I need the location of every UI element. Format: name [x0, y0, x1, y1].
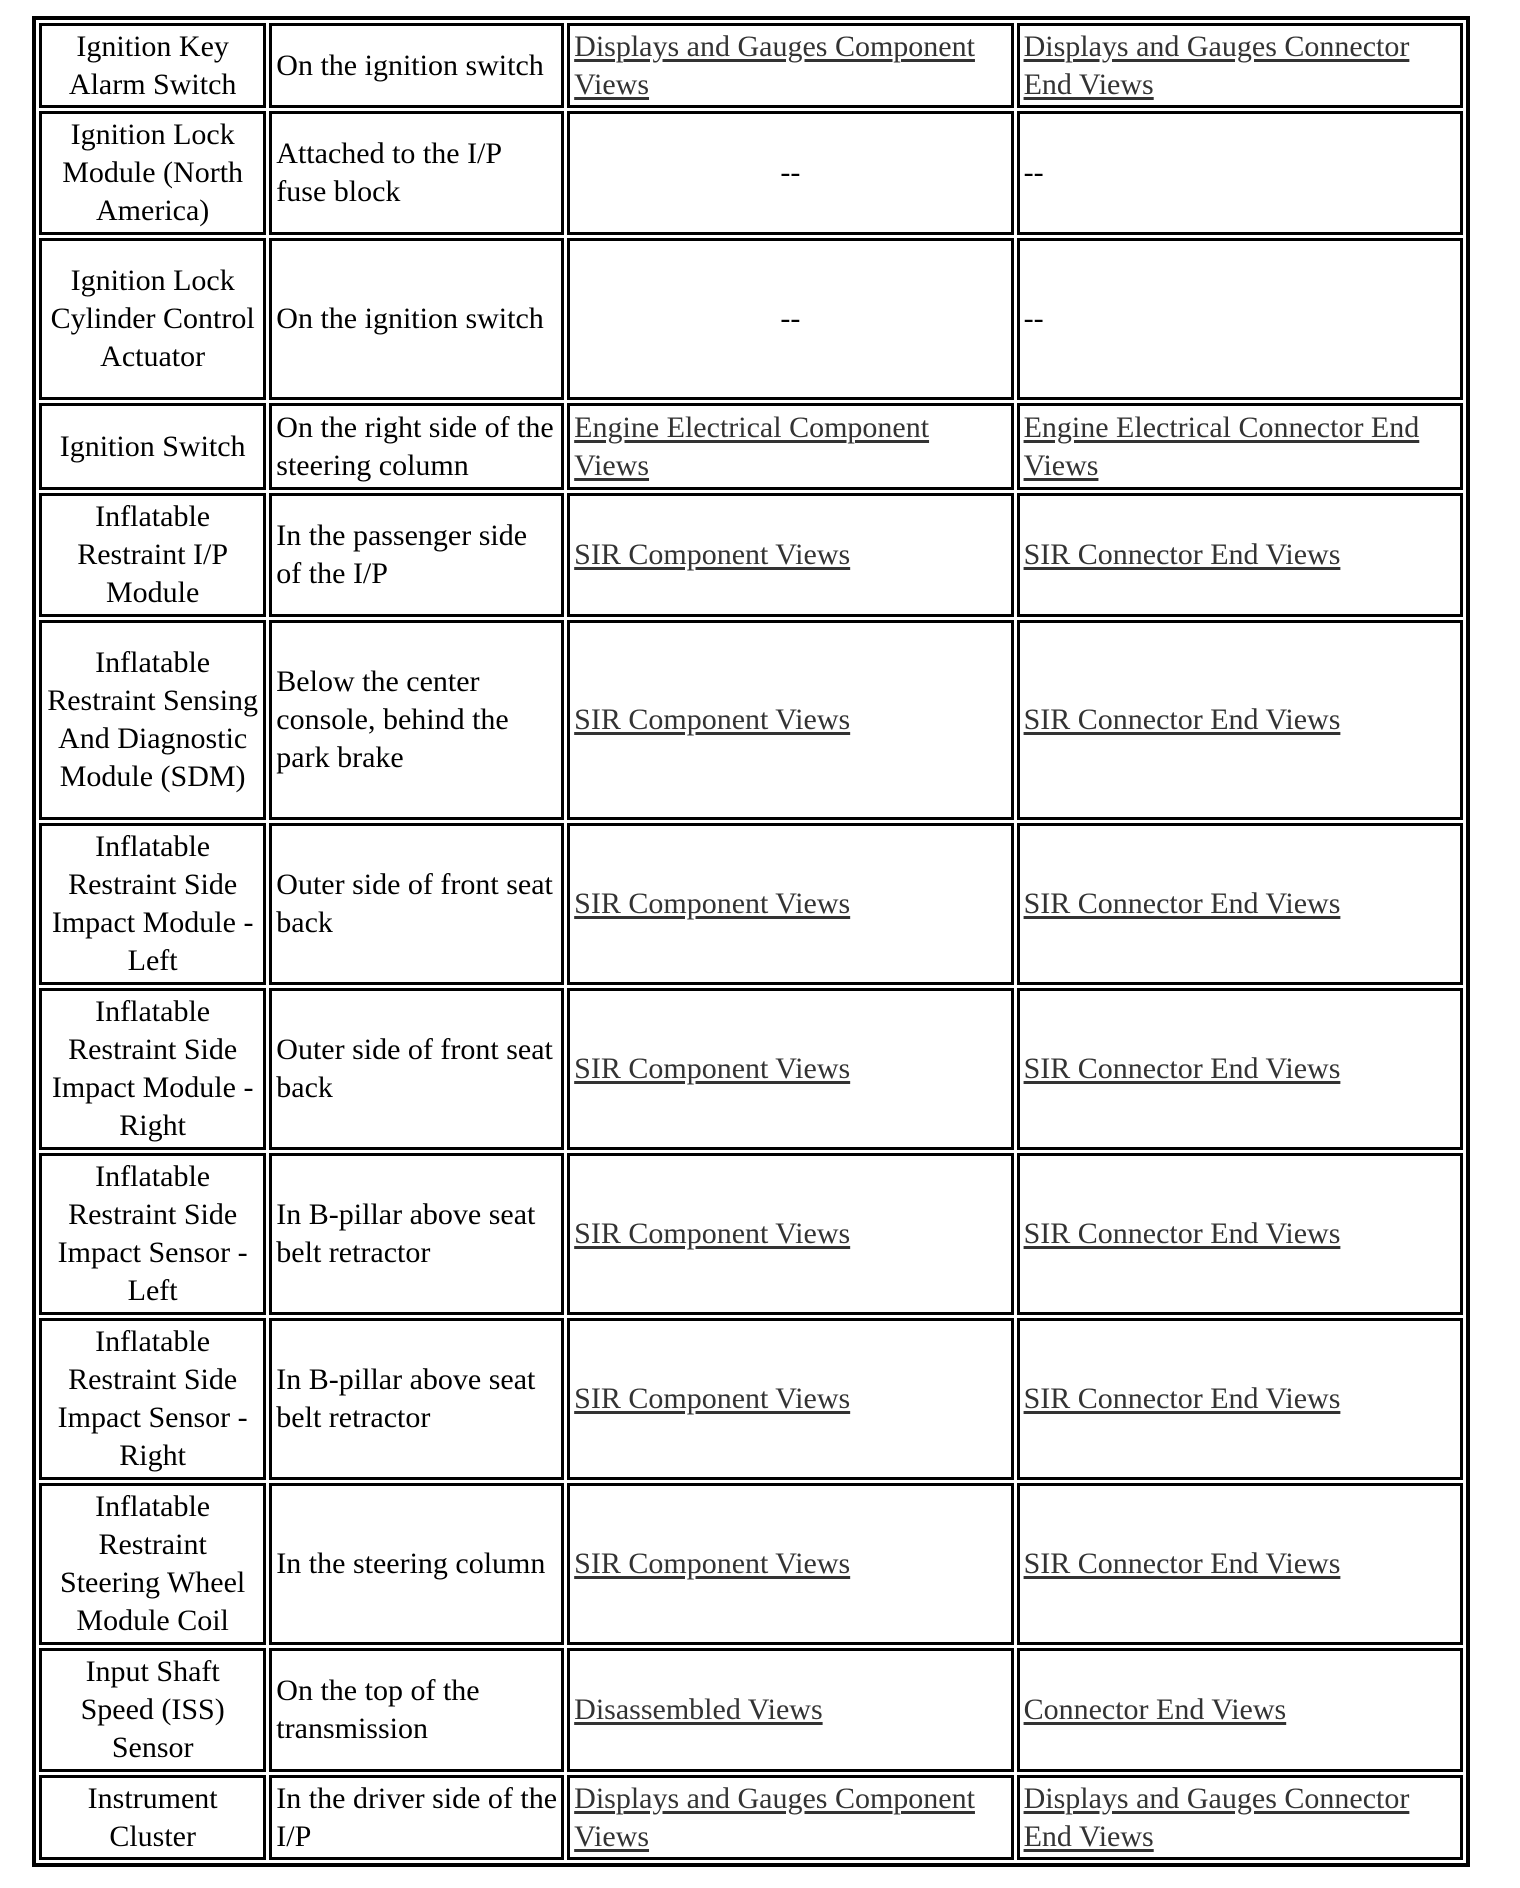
location-cell [269, 1153, 564, 1315]
component-view-link[interactable]: SIR Component Views [574, 887, 851, 920]
component-name: Inflatable Restraint Side Impact Sensor - Right [57, 1325, 248, 1472]
connector-view-cell [1017, 620, 1463, 820]
component-location: In B-pillar above seat belt retractor [276, 1363, 536, 1434]
connector-view-link[interactable]: Displays and Gauges Connector End Views [1023, 29, 1410, 101]
component-view-link[interactable]: SIR Component Views [574, 1052, 851, 1085]
connector-view-cell [1017, 988, 1463, 1150]
connector-view-cell [1017, 1775, 1463, 1860]
component-view-cell [567, 23, 1013, 108]
component-name-cell [39, 1318, 266, 1480]
component-location: In the driver side of the I/P [276, 1781, 558, 1853]
component-name: Ignition Lock Cylinder Control Actuator [50, 264, 255, 373]
connector-view-link[interactable]: Engine Electrical Connector End Views [1023, 410, 1420, 482]
component-name-cell [39, 23, 266, 108]
component-view-cell [567, 1775, 1013, 1860]
connector-view-cell [1017, 1153, 1463, 1315]
component-location: In the steering column [276, 1547, 546, 1580]
component-view-link[interactable]: Displays and Gauges Component Views [574, 29, 975, 101]
location-cell [269, 823, 564, 985]
location-cell [269, 238, 564, 400]
location-cell [269, 111, 564, 235]
component-name-cell [39, 493, 266, 617]
table-row [39, 1648, 1463, 1772]
component-name: Inflatable Restraint Side Impact Module - Left [51, 830, 254, 977]
component-location: On the top of the transmission [276, 1674, 480, 1745]
component-view-cell [567, 1318, 1013, 1480]
component-view-link[interactable]: SIR Component Views [574, 538, 851, 571]
location-cell [269, 1648, 564, 1772]
component-location: Outer side of front seat back [276, 868, 553, 939]
component-view-cell [567, 1153, 1013, 1315]
table-row [39, 823, 1463, 985]
location-cell [269, 988, 564, 1150]
component-name-cell [39, 1483, 266, 1645]
component-location: Outer side of front seat back [276, 1033, 553, 1104]
component-view-cell [567, 988, 1013, 1150]
connector-view-link[interactable]: SIR Connector End Views [1023, 538, 1341, 571]
component-view-cell [567, 493, 1013, 617]
component-name-cell [39, 1648, 266, 1772]
table-row [39, 23, 1463, 108]
component-name: Inflatable Restraint Steering Wheel Module Coil [60, 1490, 246, 1637]
location-cell [269, 1318, 564, 1480]
component-view-empty: -- [780, 156, 801, 189]
location-cell [269, 1775, 564, 1860]
connector-view-cell [1017, 823, 1463, 985]
component-name: Ignition Lock Module (North America) [62, 118, 244, 227]
table-row [39, 1483, 1463, 1645]
connector-view-cell [1017, 238, 1463, 400]
component-view-cell [567, 238, 1013, 400]
table-row [39, 238, 1463, 400]
connector-view-link[interactable]: SIR Connector End Views [1023, 1382, 1341, 1415]
connector-view-cell [1017, 1318, 1463, 1480]
connector-view-empty: -- [1023, 302, 1044, 335]
table-row [39, 1318, 1463, 1480]
table-row [39, 988, 1463, 1150]
connector-view-empty: -- [1023, 156, 1044, 189]
component-name: Inflatable Restraint I/P Module [77, 500, 229, 609]
component-view-cell [567, 111, 1013, 235]
component-view-link[interactable]: Displays and Gauges Component Views [574, 1781, 975, 1853]
component-view-link[interactable]: SIR Component Views [574, 1382, 851, 1415]
component-name-cell [39, 238, 266, 400]
component-name-cell [39, 988, 266, 1150]
table-row [39, 620, 1463, 820]
component-name: Instrument Cluster [87, 1781, 218, 1853]
location-cell [269, 1483, 564, 1645]
table-row [39, 1775, 1463, 1860]
component-name: Inflatable Restraint Sensing And Diagnostic Module (SDM) [47, 646, 259, 793]
component-view-link[interactable]: Disassembled Views [574, 1693, 823, 1726]
component-location: On the ignition switch [276, 302, 544, 335]
component-name: Ignition Key Alarm Switch [68, 29, 237, 101]
component-view-cell [567, 620, 1013, 820]
component-location: In the passenger side of the I/P [276, 519, 528, 590]
connector-view-link[interactable]: SIR Connector End Views [1023, 1052, 1341, 1085]
connector-view-link[interactable]: SIR Connector End Views [1023, 703, 1341, 736]
connector-view-cell [1017, 111, 1463, 235]
component-location: On the ignition switch [276, 48, 544, 82]
table-row [39, 1153, 1463, 1315]
location-cell [269, 23, 564, 108]
component-name-cell [39, 403, 266, 490]
component-view-link[interactable]: SIR Component Views [574, 1217, 851, 1250]
component-name: Inflatable Restraint Side Impact Sensor - Left [57, 1160, 248, 1307]
location-cell [269, 403, 564, 490]
component-name-cell [39, 1775, 266, 1860]
component-view-cell [567, 1648, 1013, 1772]
component-name-cell [39, 1153, 266, 1315]
connector-view-cell [1017, 403, 1463, 490]
component-view-link[interactable]: SIR Component Views [574, 1547, 851, 1580]
location-cell [269, 493, 564, 617]
component-name: Input Shaft Speed (ISS) Sensor [80, 1655, 225, 1764]
component-name-cell [39, 620, 266, 820]
location-cell [269, 620, 564, 820]
table-row [39, 493, 1463, 617]
component-view-link[interactable]: SIR Component Views [574, 703, 851, 736]
connector-view-cell [1017, 23, 1463, 108]
component-view-empty: -- [780, 302, 801, 335]
connector-view-link[interactable]: Connector End Views [1023, 1693, 1287, 1726]
component-name: Inflatable Restraint Side Impact Module - Right [51, 995, 254, 1142]
component-location: Below the center console, behind the park brake [276, 665, 509, 774]
component-name: Ignition Switch [59, 429, 246, 463]
connector-view-link[interactable]: SIR Connector End Views [1023, 1547, 1341, 1580]
connector-view-link[interactable]: SIR Connector End Views [1023, 1217, 1341, 1250]
table-row [39, 111, 1463, 235]
connector-view-cell [1017, 1648, 1463, 1772]
component-name-cell [39, 823, 266, 985]
component-view-cell [567, 823, 1013, 985]
component-location: In B-pillar above seat belt retractor [276, 1198, 536, 1269]
component-view-cell [567, 1483, 1013, 1645]
connector-view-cell [1017, 493, 1463, 617]
connector-view-link[interactable]: Displays and Gauges Connector End Views [1023, 1781, 1410, 1853]
component-name-cell [39, 111, 266, 235]
connector-view-link[interactable]: SIR Connector End Views [1023, 887, 1341, 920]
component-location: Attached to the I/P fuse block [276, 137, 501, 208]
component-view-link[interactable]: Engine Electrical Component Views [574, 410, 930, 482]
component-view-cell [567, 403, 1013, 490]
table-row [39, 403, 1463, 490]
component-locator-table [32, 16, 1470, 1867]
connector-view-cell [1017, 1483, 1463, 1645]
component-location: On the right side of the steering column [276, 410, 554, 482]
